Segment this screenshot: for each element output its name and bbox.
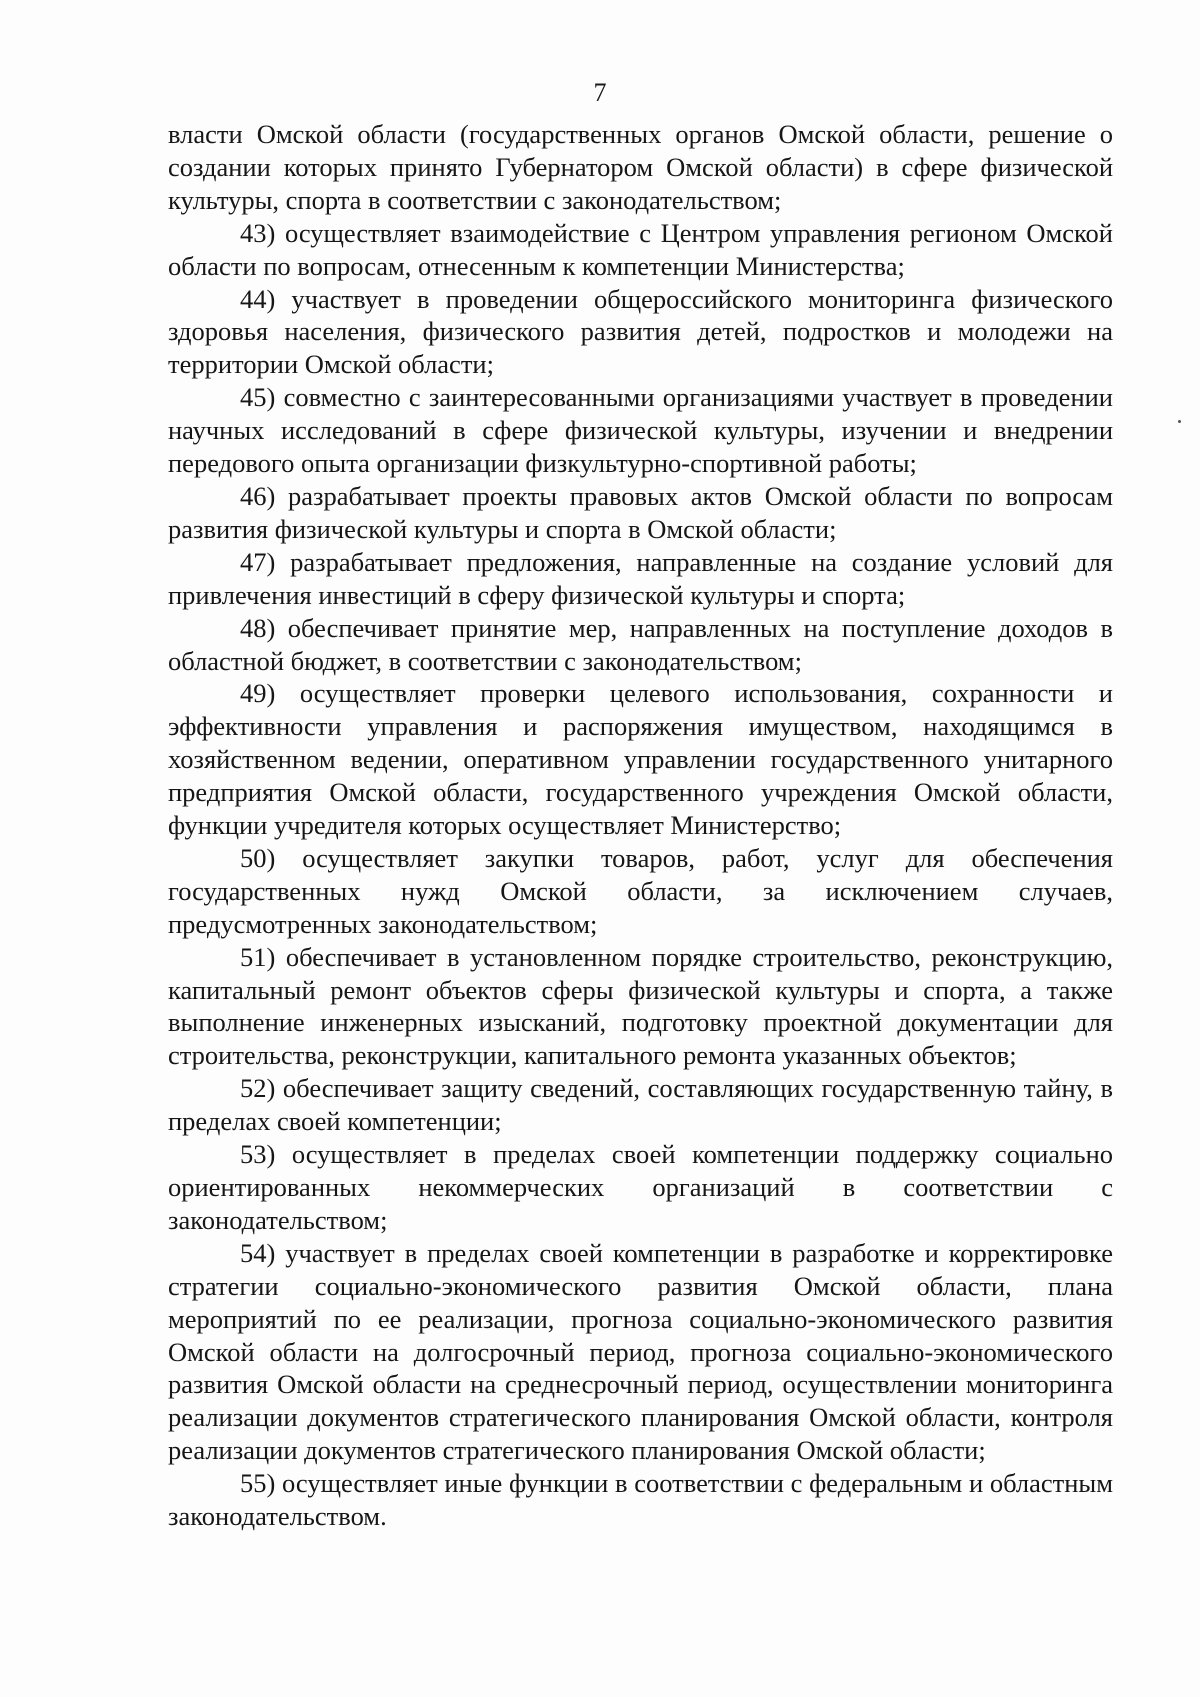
- paragraph-item-46: 46) разрабатывает проекты правовых актов Омской области по вопросам развития физической культуры и спорта в Омской области;: [168, 480, 1113, 544]
- page-number: 7: [593, 78, 607, 107]
- paragraph-item-48: 48) обеспечивает принятие мер, направленных на поступление доходов в областной бюджет, в соответствии с законодательством;: [168, 612, 1113, 676]
- paragraph-item-54: 54) участвует в пределах своей компетенции в разработке и корректировке стратегии социально-экономического развития Омской области, плана мероприятий по ее реализации, прогноза социально-экономического развития Омской области на долгосрочный период, прогноза социально-экономического развития Омской области на среднесрочный период, осуществлении мониторинга реализации документов стратегического планирования Омской области, контроля реализации документов стратегического планирования Омской области;: [168, 1237, 1113, 1466]
- paragraph-item-51: 51) обеспечивает в установленном порядке строительство, реконструкцию, капитальный ремонт объектов сферы физической культуры и спорта, а также выполнение инженерных изысканий, подготовку проектной документации для строительства, реконструкции, капитального ремонта указанных объектов;: [168, 941, 1113, 1071]
- paragraph-item-49: 49) осуществляет проверки целевого использования, сохранности и эффективности управления и распоряжения имуществом, находящимся в хозяйственном ведении, оперативном управлении государственного унитарного предприятия Омской области, государственного учреждения Омской области, функции учредителя которых осуществляет Министерство;: [168, 678, 1113, 841]
- paragraph-item-45: 45) совместно с заинтересованными организациями участвует в проведении научных исследований в сфере физической культуры, изучении и внедрении передового опыта организации физкультурно-спортивной работы;: [168, 382, 1113, 479]
- paragraph-item-47: 47) разрабатывает предложения, направленные на создание условий для привлечения инвестиций в сферу физической культуры и спорта;: [168, 546, 1113, 610]
- paragraph-item-43: 43) осуществляет взаимодействие с Центром управления регионом Омской области по вопросам, отнесенным к компетенции Министерства;: [168, 217, 1113, 281]
- paragraph-item-53: 53) осуществляет в пределах своей компетенции поддержку социально ориентированных некоммерческих организаций в соответствии с законодательством;: [168, 1139, 1113, 1235]
- paragraph-item-52: 52) обеспечивает защиту сведений, составляющих государственную тайну, в пределах своей компетенции;: [168, 1073, 1113, 1137]
- paragraph-item-50: 50) осуществляет закупки товаров, работ, услуг для обеспечения государственных нужд Омской области, за исключением случаев, предусмотренных законодательством;: [168, 842, 1113, 939]
- scan-speck: [1178, 420, 1181, 423]
- paragraph-item-44: 44) участвует в проведении общероссийского мониторинга физического здоровья населения, физического развития детей, подростков и молодежи на территории Омской области;: [168, 283, 1113, 380]
- paragraph-item-55: 55) осуществляет иные функции в соответствии с федеральным и областным законодательством.: [168, 1468, 1113, 1532]
- paragraph-continuation: власти Омской области (государственных органов Омской области, решение о создании которых принято Губернатором Омской области) в сфере физической культуры, спорта в соответствии с законодательством;: [168, 119, 1113, 215]
- document-body: [168, 118, 1113, 1533]
